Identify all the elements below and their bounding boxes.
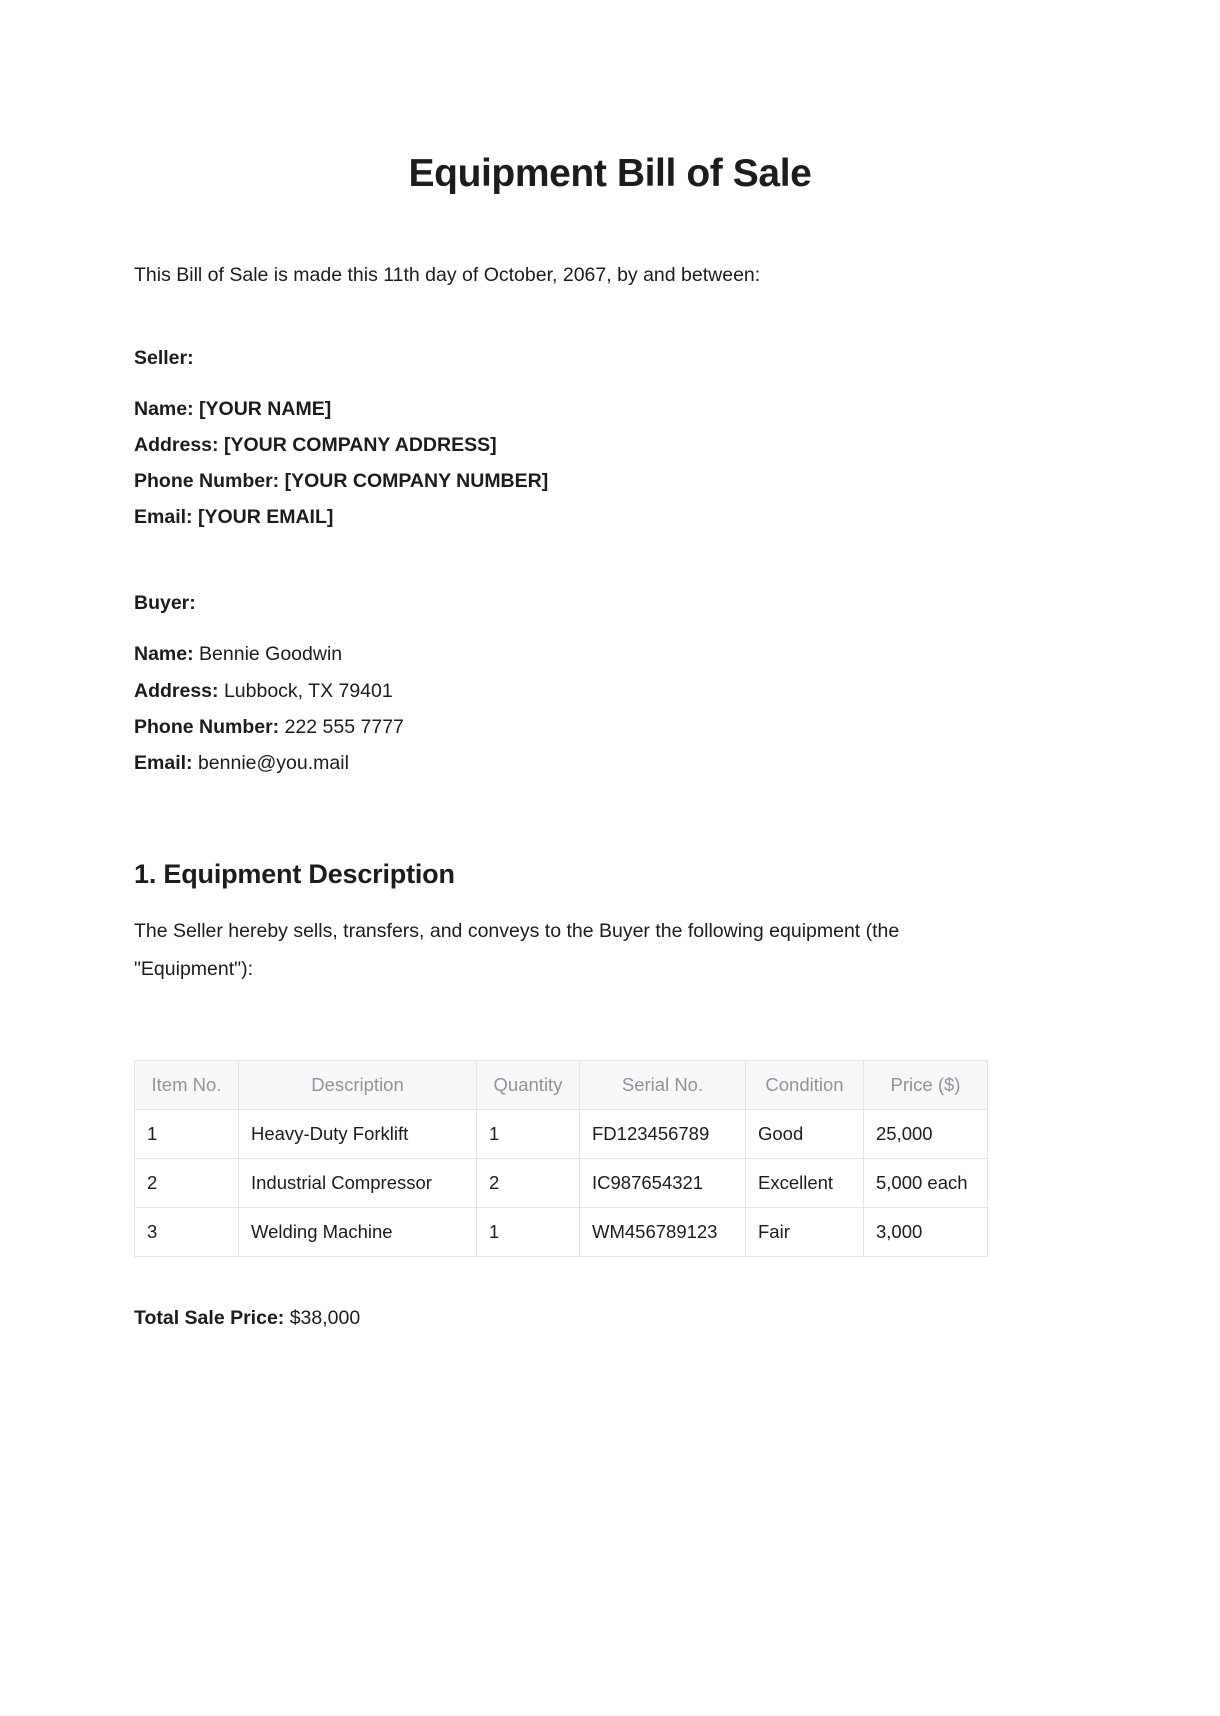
cell-condition: Good xyxy=(746,1109,864,1158)
seller-name-value: [YOUR NAME] xyxy=(199,398,332,421)
seller-address-value: [YOUR COMPANY ADDRESS] xyxy=(223,434,497,457)
cell-item-no: 1 xyxy=(135,1109,239,1158)
cell-item-no: 3 xyxy=(135,1207,239,1256)
equipment-table-head xyxy=(135,1060,988,1109)
total-sale-price-label: Total Sale Price: xyxy=(134,1306,285,1329)
table-row xyxy=(135,1158,988,1207)
cell-serial-no: IC987654321 xyxy=(580,1158,746,1207)
seller-email-value: [YOUR EMAIL] xyxy=(197,506,334,529)
seller-phone-value: [YOUR COMPANY NUMBER] xyxy=(284,470,549,493)
seller-phone-line xyxy=(134,463,1086,499)
equipment-table xyxy=(134,1060,988,1257)
seller-heading: Seller: xyxy=(134,347,194,370)
column-header-description: Description xyxy=(239,1060,477,1109)
cell-description: Industrial Compressor xyxy=(239,1158,477,1207)
table-row xyxy=(135,1109,988,1158)
buyer-heading: Buyer: xyxy=(134,592,196,615)
buyer-name-label: Name: xyxy=(134,643,194,666)
seller-name-line xyxy=(134,391,1086,427)
cell-price: 25,000 xyxy=(864,1109,988,1158)
total-sale-price xyxy=(134,1257,1086,1330)
buyer-email-label: Email: xyxy=(134,751,193,774)
buyer-email-line xyxy=(134,745,1086,781)
cell-serial-no: FD123456789 xyxy=(580,1109,746,1158)
cell-condition: Excellent xyxy=(746,1158,864,1207)
buyer-address-value: Lubbock, TX 79401 xyxy=(223,679,393,702)
table-row xyxy=(135,1207,988,1256)
buyer-address-line xyxy=(134,673,1086,709)
column-header-item-no: Item No. xyxy=(135,1060,239,1109)
buyer-phone-value: 222 555 7777 xyxy=(284,715,404,738)
seller-phone-label: Phone Number: xyxy=(134,470,280,493)
cell-quantity: 1 xyxy=(477,1109,580,1158)
seller-address-line xyxy=(134,427,1086,463)
buyer-name-value: Bennie Goodwin xyxy=(199,643,343,666)
seller-address-label: Address: xyxy=(134,434,219,457)
section-1-body: The Seller hereby sells, transfers, and conveys to the Buyer the following equipment (the "Equipment"): xyxy=(134,919,900,980)
cell-price: 3,000 xyxy=(864,1207,988,1256)
column-header-quantity: Quantity xyxy=(477,1060,580,1109)
page-title: Equipment Bill of Sale xyxy=(408,152,812,195)
cell-serial-no: WM456789123 xyxy=(580,1207,746,1256)
seller-email-label: Email: xyxy=(134,506,193,529)
buyer-name-line xyxy=(134,636,1086,672)
equipment-table-container xyxy=(134,988,1086,1257)
cell-item-no: 2 xyxy=(135,1158,239,1207)
column-header-serial-no: Serial No. xyxy=(580,1060,746,1109)
equipment-table-body xyxy=(135,1109,988,1256)
cell-quantity: 1 xyxy=(477,1207,580,1256)
cell-description: Welding Machine xyxy=(239,1207,477,1256)
cell-description: Heavy-Duty Forklift xyxy=(239,1109,477,1158)
seller-email-line xyxy=(134,499,1086,535)
cell-condition: Fair xyxy=(746,1207,864,1256)
intro-paragraph: This Bill of Sale is made this 11th day of October, 2067, by and between: xyxy=(134,264,761,286)
section-1-heading: 1. Equipment Description xyxy=(134,858,455,889)
seller-details xyxy=(134,370,1086,535)
total-sale-price-value: $38,000 xyxy=(289,1306,361,1329)
column-header-condition: Condition xyxy=(746,1060,864,1109)
buyer-phone-line xyxy=(134,709,1086,745)
buyer-email-value: bennie@you.mail xyxy=(197,751,349,774)
table-header-row xyxy=(135,1060,988,1109)
buyer-details xyxy=(134,615,1086,780)
cell-quantity: 2 xyxy=(477,1158,580,1207)
cell-price: 5,000 each xyxy=(864,1158,988,1207)
seller-name-label: Name: xyxy=(134,398,194,421)
column-header-price: Price ($) xyxy=(864,1060,988,1109)
buyer-address-label: Address: xyxy=(134,679,219,702)
buyer-phone-label: Phone Number: xyxy=(134,715,280,738)
